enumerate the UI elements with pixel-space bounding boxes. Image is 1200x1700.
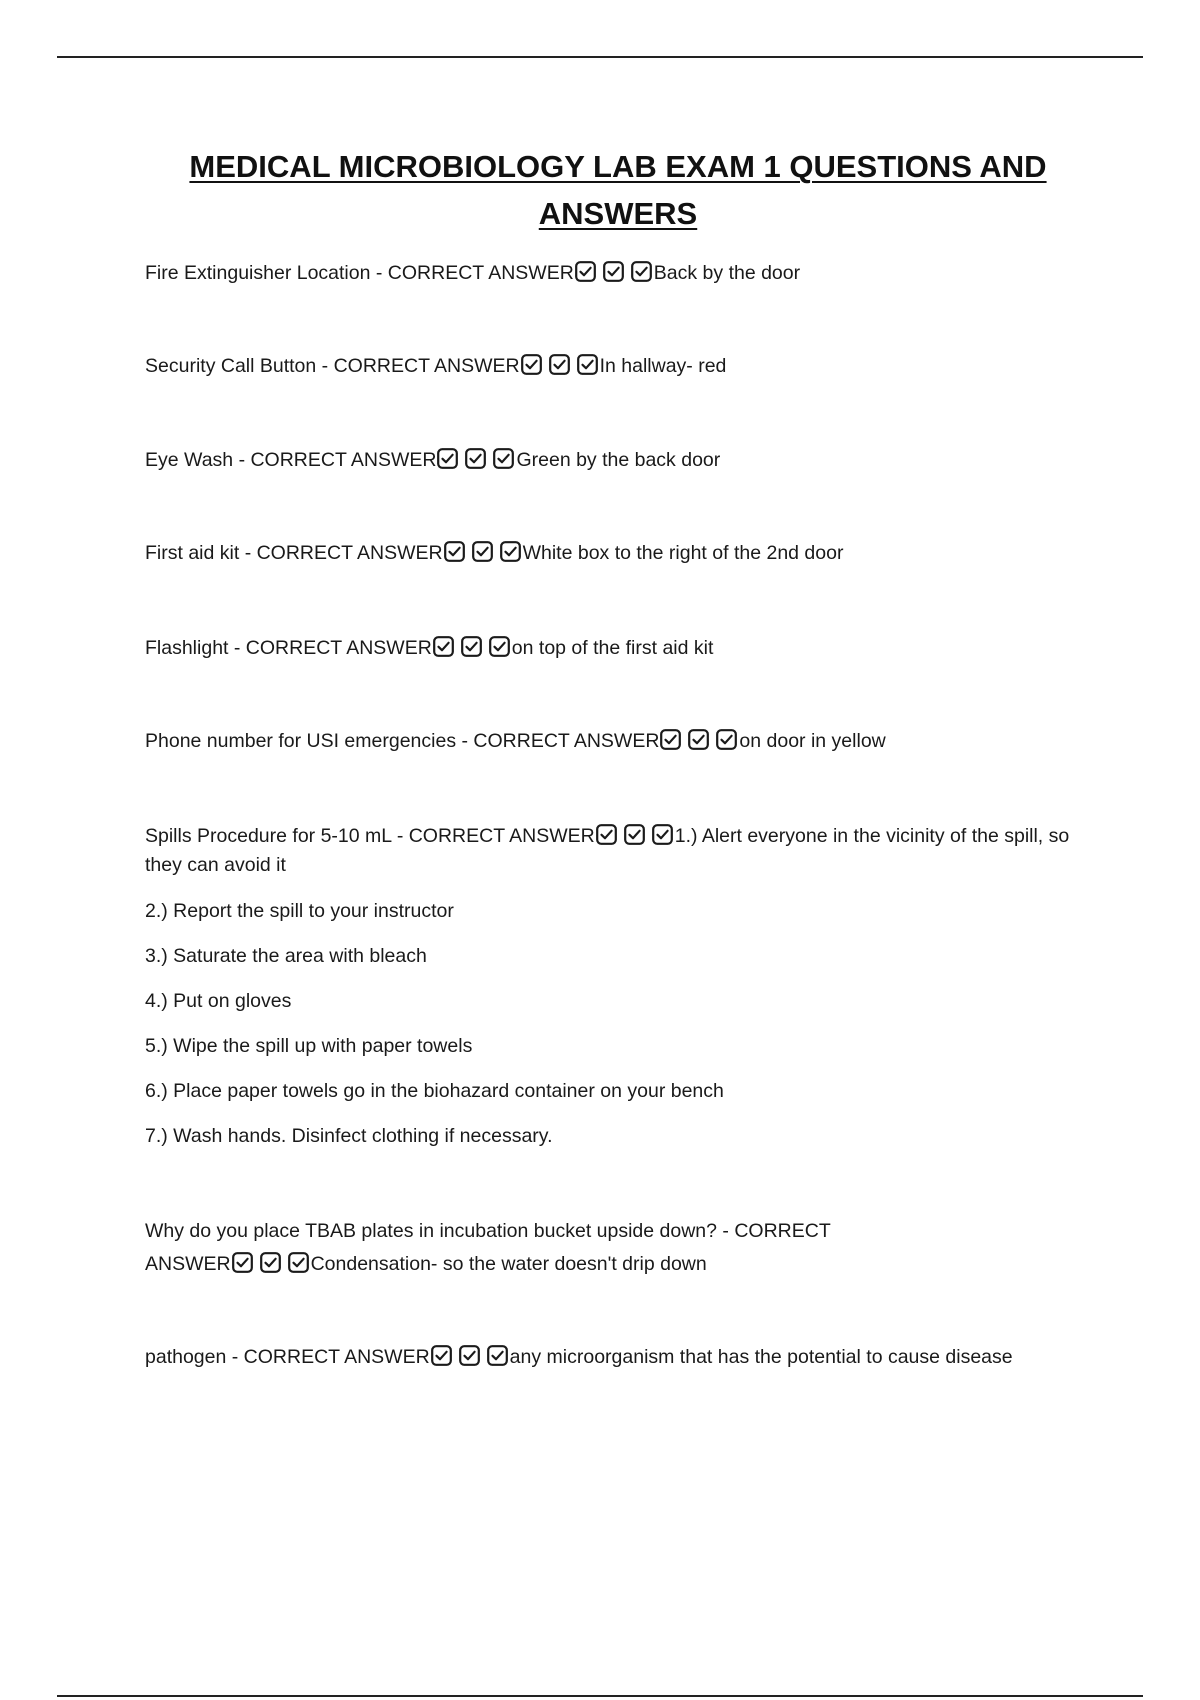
answer-text: on top of the first aid kit <box>511 637 714 659</box>
checkbox-checked-icon <box>716 729 737 750</box>
checkbox-checked-icon <box>461 636 482 657</box>
answer-text: White box to the right of the 2nd door <box>522 542 844 564</box>
checkbox-checked-icon <box>549 354 570 375</box>
qa-item-phone-number <box>145 727 1085 756</box>
question-text: Spills Procedure for 5-10 mL <box>145 825 392 847</box>
checkbox-checked-icon <box>232 1252 253 1273</box>
checkbox-checked-icon <box>575 261 596 282</box>
page-title <box>140 143 1096 237</box>
procedure-step: 5.) Wipe the spill up with paper towels <box>145 1035 473 1057</box>
question-text: Fire Extinguisher Location <box>145 262 371 284</box>
question-text: pathogen <box>145 1346 227 1368</box>
answer-marker: - CORRECT ANSWER <box>238 449 437 471</box>
answer-marker-part-2: ANSWER <box>145 1253 231 1275</box>
procedure-step: 3.) Saturate the area with bleach <box>145 945 427 967</box>
checkmarks <box>596 824 673 845</box>
checkbox-checked-icon <box>487 1345 508 1366</box>
qa-item-first-aid-kit <box>145 539 1085 568</box>
checkmarks <box>437 448 514 469</box>
checkbox-checked-icon <box>459 1345 480 1366</box>
answer-text: Condensation- so the water doesn't drip down <box>310 1253 707 1275</box>
question-text: Phone number for USI emergencies <box>145 730 457 752</box>
answer-marker: - CORRECT ANSWER <box>244 542 443 564</box>
bottom-rule <box>57 1695 1143 1697</box>
answer-marker: - CORRECT ANSWER <box>231 1346 430 1368</box>
qa-item-eye-wash <box>145 446 1085 475</box>
checkbox-checked-icon <box>688 729 709 750</box>
checkbox-checked-icon <box>437 448 458 469</box>
checkbox-checked-icon <box>577 354 598 375</box>
checkbox-checked-icon <box>433 636 454 657</box>
checkbox-checked-icon <box>288 1252 309 1273</box>
answer-marker: - CORRECT ANSWER <box>461 730 660 752</box>
procedure-step: 6.) Place paper towels go in the biohazard container on your bench <box>145 1080 724 1102</box>
checkbox-checked-icon <box>631 261 652 282</box>
question-text: Why do you place TBAB plates in incubation bucket upside down? <box>145 1220 717 1242</box>
checkbox-checked-icon <box>465 448 486 469</box>
checkbox-checked-icon <box>603 261 624 282</box>
checkbox-checked-icon <box>596 824 617 845</box>
qa-item-spills-procedure <box>145 822 1085 880</box>
checkbox-checked-icon <box>521 354 542 375</box>
checkbox-checked-icon <box>260 1252 281 1273</box>
checkmarks <box>575 261 652 282</box>
answer-marker: - CORRECT ANSWER <box>396 825 595 847</box>
question-text: Security Call Button <box>145 355 317 377</box>
answer-text: Back by the door <box>653 262 801 284</box>
checkmarks <box>444 541 521 562</box>
procedure-step: 7.) Wash hands. Disinfect clothing if necessary. <box>145 1125 553 1147</box>
qa-item-flashlight <box>145 634 1085 663</box>
title-line-1: MEDICAL MICROBIOLOGY LAB EXAM 1 QUESTIONS AND <box>189 149 1047 184</box>
checkbox-checked-icon <box>624 824 645 845</box>
checkmarks <box>433 636 510 657</box>
checkmarks <box>232 1252 309 1273</box>
procedure-step: 2.) Report the spill to your instructor <box>145 900 454 922</box>
checkmarks <box>431 1345 508 1366</box>
question-text: First aid kit <box>145 542 240 564</box>
answer-text: on door in yellow <box>739 730 886 752</box>
answer-text: any microorganism that has the potential to cause disease <box>509 1346 1013 1368</box>
answer-marker: - CORRECT ANSWER <box>375 262 574 284</box>
question-text: Eye Wash <box>145 449 234 471</box>
qa-item-fire-extinguisher <box>145 259 1085 288</box>
checkbox-checked-icon <box>444 541 465 562</box>
answer-text: In hallway- red <box>599 355 727 377</box>
answer-marker: - CORRECT ANSWER <box>321 355 520 377</box>
answer-marker: - CORRECT ANSWER <box>233 637 432 659</box>
checkbox-checked-icon <box>500 541 521 562</box>
qa-item-tbab-plates <box>145 1215 1085 1281</box>
question-text: Flashlight <box>145 637 229 659</box>
checkbox-checked-icon <box>472 541 493 562</box>
checkbox-checked-icon <box>493 448 514 469</box>
checkbox-checked-icon <box>652 824 673 845</box>
answer-marker-part-1: - CORRECT <box>722 1220 831 1242</box>
qa-item-security-call-button <box>145 352 1085 381</box>
checkbox-checked-icon <box>431 1345 452 1366</box>
checkmarks <box>660 729 737 750</box>
checkbox-checked-icon <box>489 636 510 657</box>
qa-item-pathogen <box>145 1343 1085 1372</box>
title-line-2: ANSWERS <box>538 196 698 231</box>
checkmarks <box>521 354 598 375</box>
checkbox-checked-icon <box>660 729 681 750</box>
top-rule <box>57 56 1143 58</box>
answer-text: Green by the back door <box>516 449 721 471</box>
procedure-step: 4.) Put on gloves <box>145 990 292 1012</box>
answer-text: 1.) Alert everyone in the vicinity of the spill, so they can avoid it <box>145 825 1070 876</box>
